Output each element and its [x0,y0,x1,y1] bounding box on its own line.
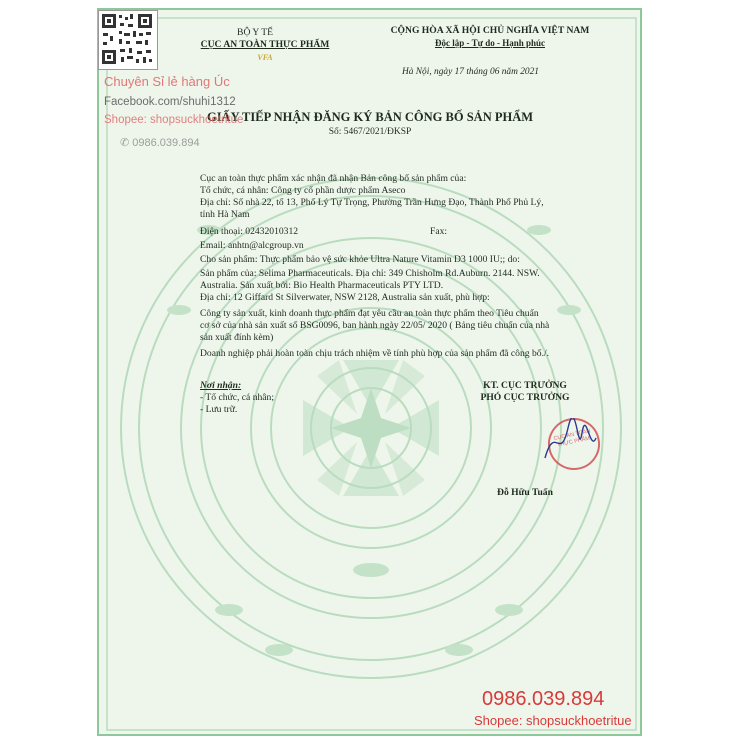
watermark-shopee: Shopee: shopsuckhoetritue [104,114,244,126]
recipient-item: - Tổ chức, cá nhân; [200,392,275,403]
watermark-phone-small-text: 0986.039.894 [132,137,200,149]
body-email: Email: anhtn@alcgroup.vn [200,240,304,251]
signature-role-1: KT. CỤC TRƯỞNG [483,380,567,391]
ministry-name: BỘ Y TẾ [237,27,273,38]
body-line-4: tỉnh Hà Nam [200,209,250,220]
watermark-phone-big: 0986.039.894 [482,688,605,710]
republic-title: CỘNG HÒA XÃ HỘI CHỦ NGHĨA VIỆT NAM [390,25,590,36]
watermark-shop-name: Chuyên Sỉ lẻ hàng Úc [104,74,230,89]
official-stamp: CỤC AN TOÀN THỰC PHẨM [543,413,605,475]
body-phone: Điện thoại: 02432010312 [200,226,299,237]
body-standard-3: sản xuất đính kèm) [200,332,274,343]
handwritten-signature [540,418,600,468]
body-responsibility: Doanh nghiệp phải hoàn toàn chịu trách nhiệm về tính phù hợp của sản phẩm đã công bố./. [200,348,550,359]
agency-name: CỤC AN TOÀN THỰC PHẨM [200,39,330,50]
phone-icon: ✆ [120,137,133,149]
place-date: Hà Nội, ngày 17 tháng 06 năm 2021 [402,67,539,77]
watermark-phone-small [120,136,200,149]
recipients-label: Nơi nhận: [200,380,242,391]
vfa-logo: VFA [257,53,273,62]
signature-role-2: PHÓ CỤC TRƯỞNG [480,392,570,403]
body-line-2: Tổ chức, cá nhân: Công ty cổ phần dược phẩm Aseco [200,185,406,196]
body-product: Cho sản phẩm: Thực phẩm bảo vệ sức khỏe Ultra Nature Vitamin D3 1000 IU;; do: [200,254,520,265]
national-motto: Độc lập - Tự do - Hạnh phúc [434,38,545,48]
body-manufacturer: Australia. Sản xuất bởi: Bio Health Pharmaceuticals PTY LTD. [200,280,444,291]
registration-number: Số: 5467/2021/ĐKSP [328,127,412,137]
watermark-facebook: Facebook.com/shuhi1312 [104,96,236,108]
body-fax: Fax: [430,226,448,237]
signer-name: Đỗ Hữu Tuấn [497,487,553,498]
body-standard-1: Công ty sản xuất, kinh doanh thực phẩm đạt yêu cầu an toàn thực phẩm theo Tiêu chuẩn [200,308,539,319]
body-line-3: Địa chỉ: Số nhà 22, tổ 13, Phố Lý Tự Trọng, Phường Trần Hưng Đạo, Thành Phố Phủ Lý, [200,197,544,208]
body-owner: Sản phẩm của: Selima Pharmaceuticals. Địa chỉ: 349 Chisholm Rd.Auburn. 2144. NSW. [200,268,540,279]
recipient-item: - Lưu trữ. [200,404,238,415]
body-manufacturer-address: Địa chỉ: 12 Giffard St Silverwater, NSW 2128, Australia sản xuất, phù hợp: [200,292,490,303]
watermark-shopee-bottom: Shopee: shopsuckhoetritue [474,713,632,728]
body-line-1: Cục an toàn thực phẩm xác nhận đã nhận Bản công bố sản phẩm của: [200,173,467,184]
body-standard-2: cơ sở của nhà sản xuất số BSG0096, ban hành ngày 22/05/ 2020 ( Bảng tiêu chuẩn của nhà [200,320,550,331]
qr-code [98,10,158,70]
document-title: GIẤY TIẾP NHẬN ĐĂNG KÝ BẢN CÔNG BỐ SẢN PHẨM [206,110,534,124]
